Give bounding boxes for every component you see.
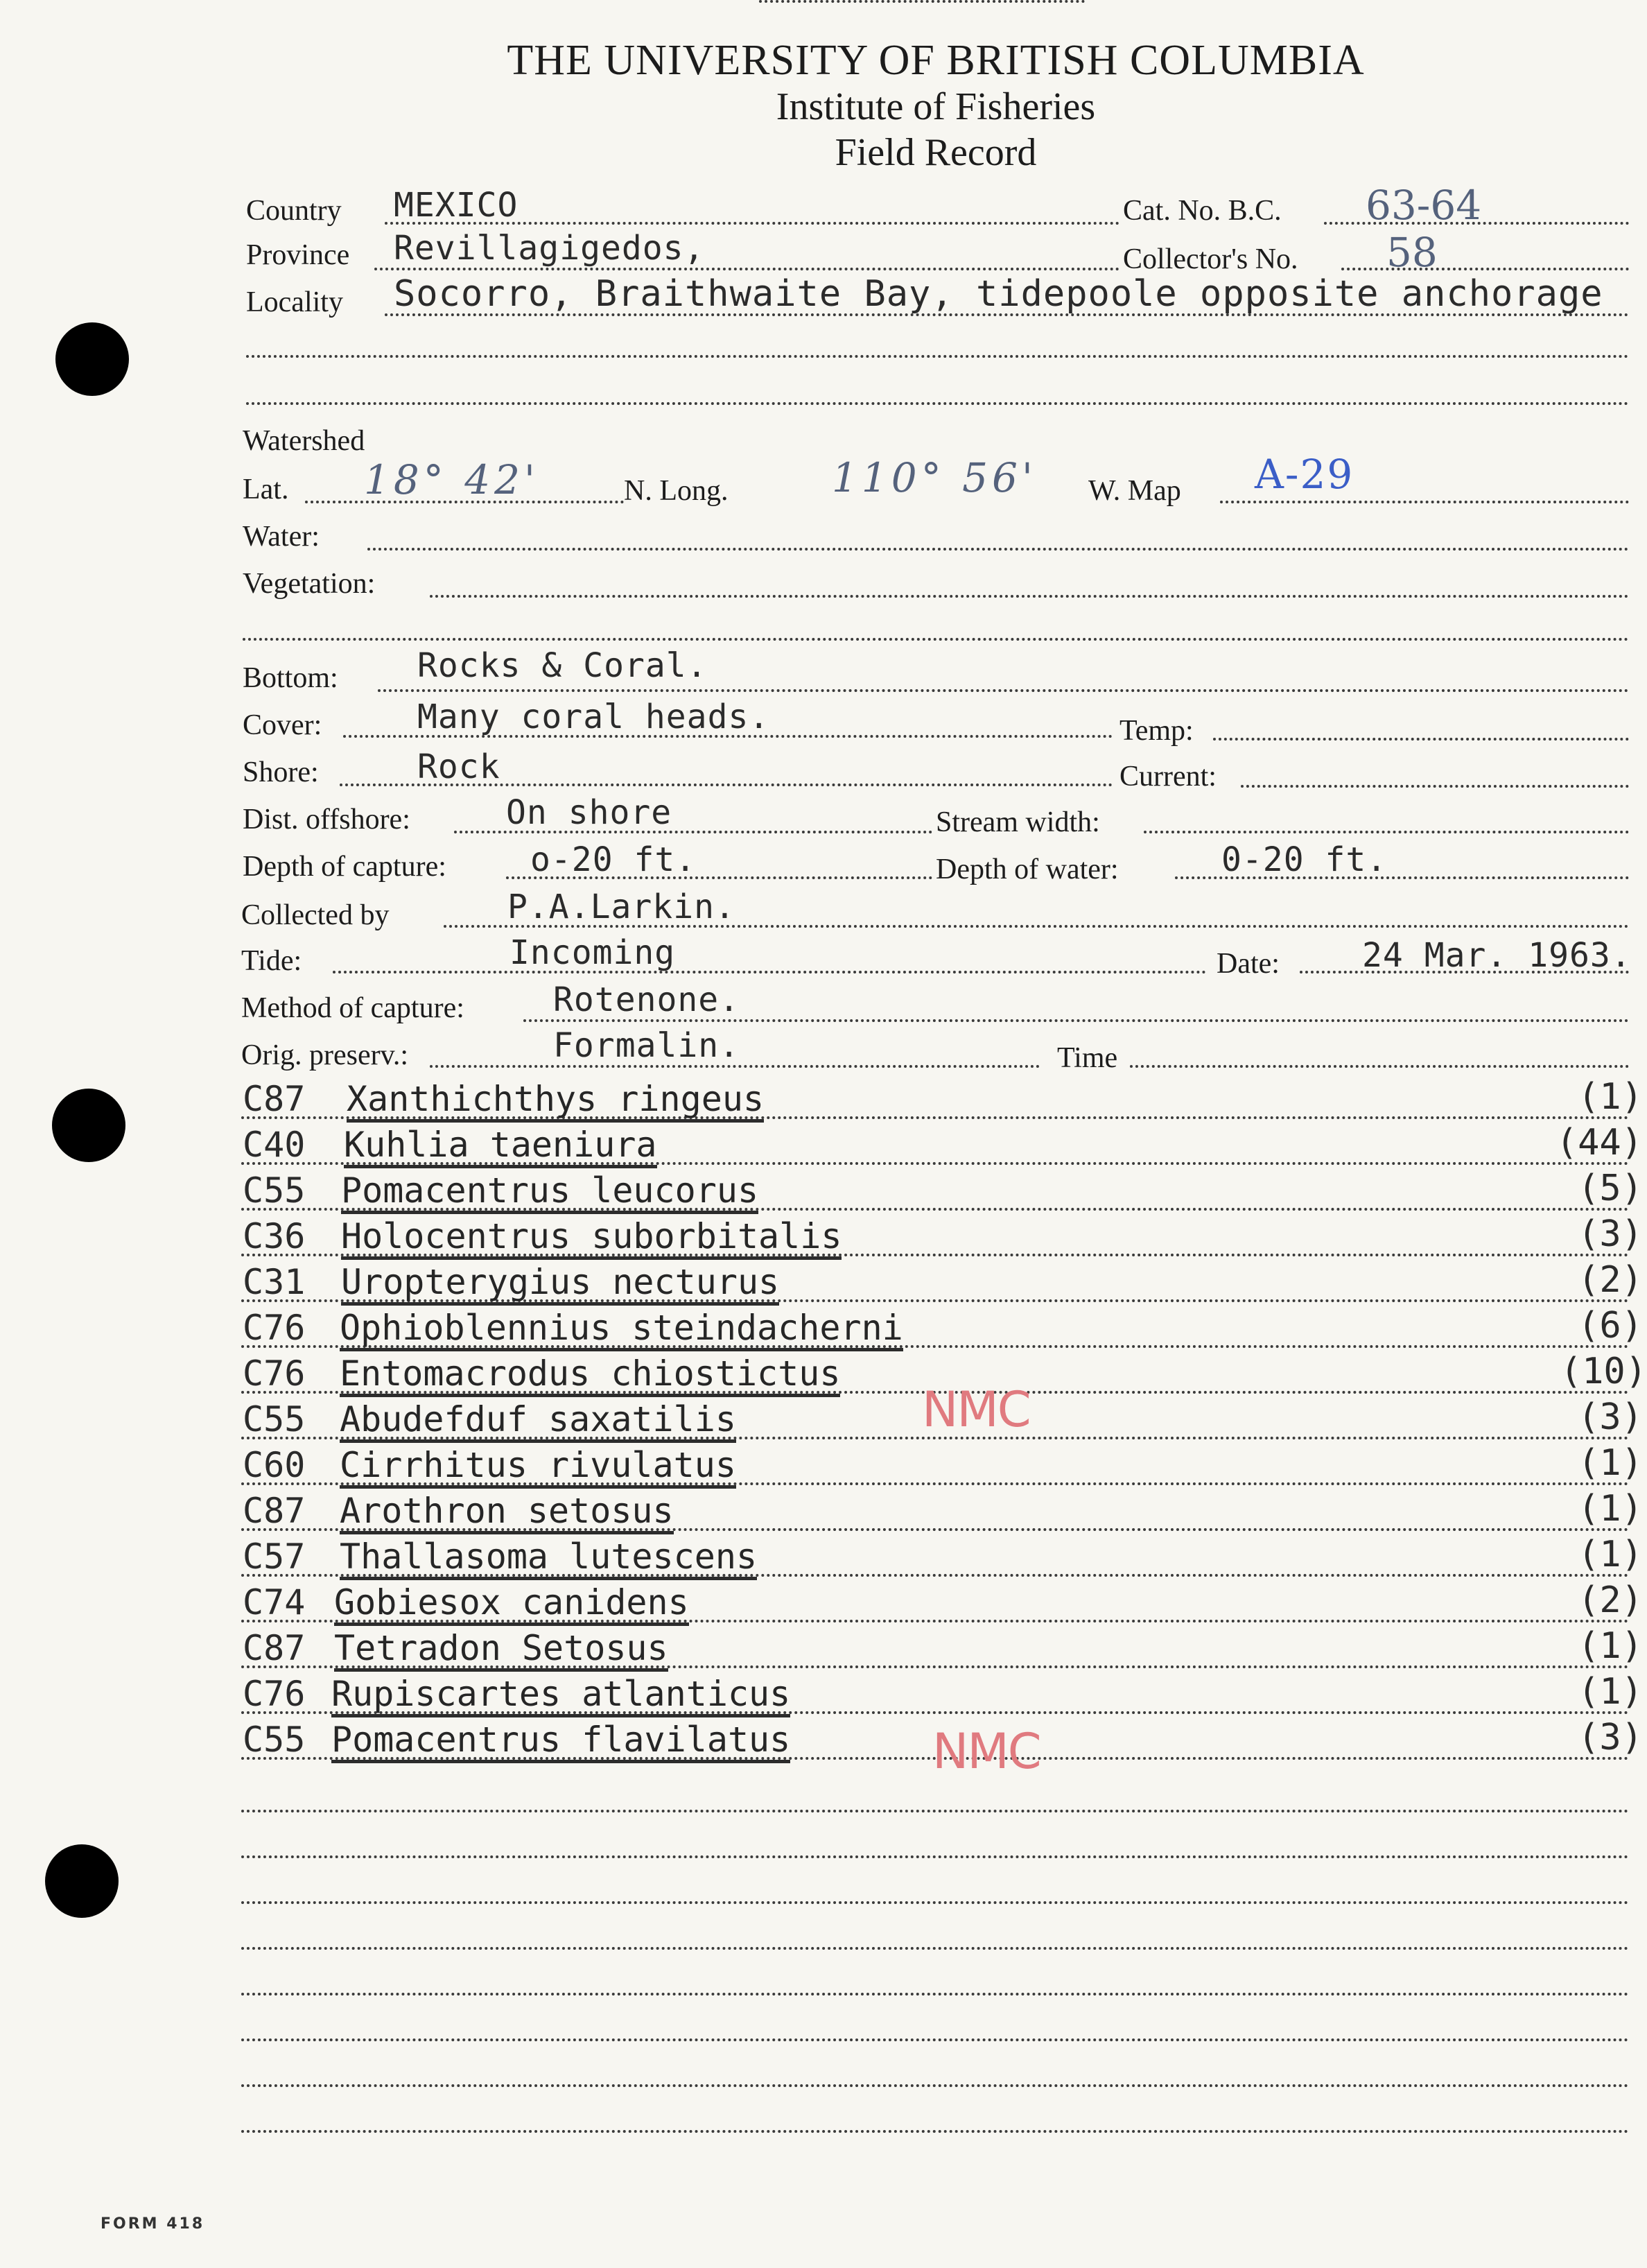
map-value: A-29: [1255, 451, 1354, 498]
depth-water-label: Depth of water:: [936, 854, 1119, 885]
species-code: C40: [243, 1125, 306, 1165]
collected-by-value: P.A.Larkin.: [507, 888, 735, 926]
species-name: Xanthichthys ringeus: [347, 1079, 764, 1123]
species-code: C55: [243, 1170, 306, 1211]
water-line: [367, 548, 1629, 551]
species-count: (3): [1578, 1396, 1643, 1438]
tide-label: Tide:: [241, 945, 302, 977]
species-name: Pomacentrus leucorus: [341, 1170, 758, 1214]
species-name: Holocentrus suborbitalis: [341, 1216, 842, 1260]
species-code: C87: [243, 1491, 306, 1531]
current-line: [1241, 785, 1629, 788]
species-name: Uropterygius necturus: [341, 1262, 779, 1306]
blank-line: [241, 1993, 1629, 1996]
cat-no-value: 63-64: [1366, 182, 1482, 229]
map-line: [1220, 501, 1629, 503]
species-name: Abudefduf saxatilis: [340, 1399, 736, 1443]
date-label: Date:: [1217, 948, 1280, 980]
species-name: Gobiesox canidens: [334, 1582, 689, 1626]
collectors-no-value: 58: [1386, 229, 1438, 276]
form-number: FORM 418: [101, 2215, 205, 2233]
document-title: Field Record: [835, 131, 1037, 174]
locality-line-3: [246, 402, 1629, 405]
university-title: THE UNIVERSITY OF BRITISH COLUMBIA: [507, 37, 1365, 84]
species-count: (2): [1578, 1259, 1643, 1301]
bottom-label: Bottom:: [243, 662, 338, 694]
province-line: [374, 268, 1119, 270]
species-code: C74: [243, 1582, 306, 1622]
blank-line: [241, 2084, 1629, 2087]
species-count: (1): [1578, 1671, 1643, 1713]
species-count: (1): [1578, 1534, 1643, 1575]
vegetation-line-2: [243, 638, 1629, 641]
w-map-label: W. Map: [1088, 475, 1181, 507]
vegetation-label: Vegetation:: [243, 568, 376, 600]
long-value: 110° 56': [832, 454, 1037, 501]
species-count: (1): [1578, 1442, 1643, 1484]
locality-line-2: [246, 355, 1629, 358]
punch-hole-middle: [52, 1089, 125, 1162]
cover-label: Cover:: [243, 709, 322, 741]
method-label: Method of capture:: [241, 992, 464, 1024]
species-count: (1): [1578, 1488, 1643, 1530]
species-name: Ophioblennius steindacherni: [340, 1308, 903, 1351]
species-code: C87: [243, 1628, 306, 1668]
locality-label: Locality: [246, 286, 343, 318]
orig-preserv-line: [430, 1065, 1040, 1068]
long-line: [759, 0, 1085, 3]
species-count: (44): [1556, 1122, 1643, 1163]
time-label: Time: [1057, 1042, 1118, 1074]
nmc-annotation-2: NMC: [932, 1723, 1040, 1780]
species-code: C55: [243, 1720, 306, 1760]
blank-line: [241, 2130, 1629, 2133]
blank-line: [241, 1947, 1629, 1950]
punch-hole-bottom: [45, 1844, 119, 1918]
species-count: (1): [1578, 1076, 1643, 1118]
collected-by-label: Collected by: [241, 899, 390, 931]
species-name: Arothron setosus: [340, 1491, 674, 1534]
blank-line: [241, 1901, 1629, 1904]
species-count: (6): [1578, 1305, 1643, 1347]
stream-width-line: [1144, 831, 1629, 833]
watershed-label: Watershed: [243, 425, 365, 457]
depth-capture-label: Depth of capture:: [243, 851, 446, 883]
species-count: (3): [1578, 1717, 1643, 1758]
date-value: 24 Mar. 1963.: [1362, 936, 1632, 975]
tide-value: Incoming: [509, 933, 676, 972]
blank-line: [241, 1810, 1629, 1812]
lat-value: 18° 42': [364, 456, 539, 503]
species-count: (5): [1578, 1168, 1643, 1209]
species-code: C57: [243, 1536, 306, 1577]
species-count: (3): [1578, 1213, 1643, 1255]
blank-line: [241, 2038, 1629, 2041]
vegetation-line: [430, 595, 1629, 598]
water-label: Water:: [243, 521, 320, 553]
bottom-value: Rocks & Coral.: [417, 646, 708, 685]
species-name: Entomacrodus chiostictus: [340, 1353, 840, 1397]
dist-offshore-value: On shore: [506, 793, 672, 832]
shore-label: Shore:: [243, 756, 319, 788]
tide-line: [333, 971, 1206, 973]
species-name: Cirrhitus rivulatus: [340, 1445, 736, 1489]
species-code: C76: [243, 1353, 306, 1394]
species-code: C55: [243, 1399, 306, 1439]
species-code: C76: [243, 1308, 306, 1348]
country-label: Country: [246, 195, 342, 227]
species-code: C60: [243, 1445, 306, 1485]
depth-capture-value: o-20 ft.: [530, 840, 697, 879]
time-line: [1130, 1065, 1629, 1068]
temp-label: Temp:: [1119, 715, 1194, 747]
collectors-no-label: Collector's No.: [1123, 243, 1298, 275]
punch-hole-top: [55, 322, 129, 396]
province-label: Province: [246, 239, 350, 271]
bottom-line: [378, 689, 1629, 692]
method-value: Rotenone.: [553, 980, 740, 1019]
collectors-no-line: [1341, 268, 1629, 270]
locality-value: Socorro, Braithwaite Bay, tidepoole opposite anchorage: [394, 273, 1603, 315]
species-code: C76: [243, 1674, 306, 1714]
depth-water-value: 0-20 ft.: [1221, 840, 1388, 879]
species-name: Tetradon Setosus: [334, 1628, 668, 1672]
dist-offshore-label: Dist. offshore:: [243, 804, 410, 836]
province-value: Revillagigedos,: [394, 229, 705, 268]
species-code: C87: [243, 1079, 306, 1119]
nmc-annotation-1: NMC: [922, 1381, 1030, 1438]
temp-line: [1213, 738, 1629, 741]
shore-value: Rock: [417, 747, 500, 786]
current-label: Current:: [1119, 761, 1217, 793]
institute-title: Institute of Fisheries: [776, 85, 1096, 128]
species-count: (10): [1560, 1351, 1647, 1392]
species-name: Thallasoma lutescens: [340, 1536, 757, 1580]
blank-line: [241, 1855, 1629, 1858]
cat-no-label: Cat. No. B.C.: [1123, 195, 1282, 227]
cover-value: Many coral heads.: [417, 698, 770, 736]
species-name: Kuhlia taeniura: [344, 1125, 657, 1168]
species-count: (1): [1578, 1625, 1643, 1667]
orig-preserv-value: Formalin.: [553, 1026, 740, 1065]
lat-label: Lat.: [243, 474, 289, 505]
species-name: Rupiscartes atlanticus: [331, 1674, 790, 1717]
country-value: MEXICO: [394, 186, 518, 225]
species-count: (2): [1578, 1579, 1643, 1621]
species-name: Pomacentrus flavilatus: [331, 1720, 790, 1763]
n-long-label: N. Long.: [624, 475, 729, 507]
method-line: [523, 1019, 1629, 1022]
species-code: C31: [243, 1262, 306, 1302]
species-code: C36: [243, 1216, 306, 1256]
stream-width-label: Stream width:: [936, 806, 1100, 838]
orig-preserv-label: Orig. preserv.:: [241, 1039, 409, 1071]
